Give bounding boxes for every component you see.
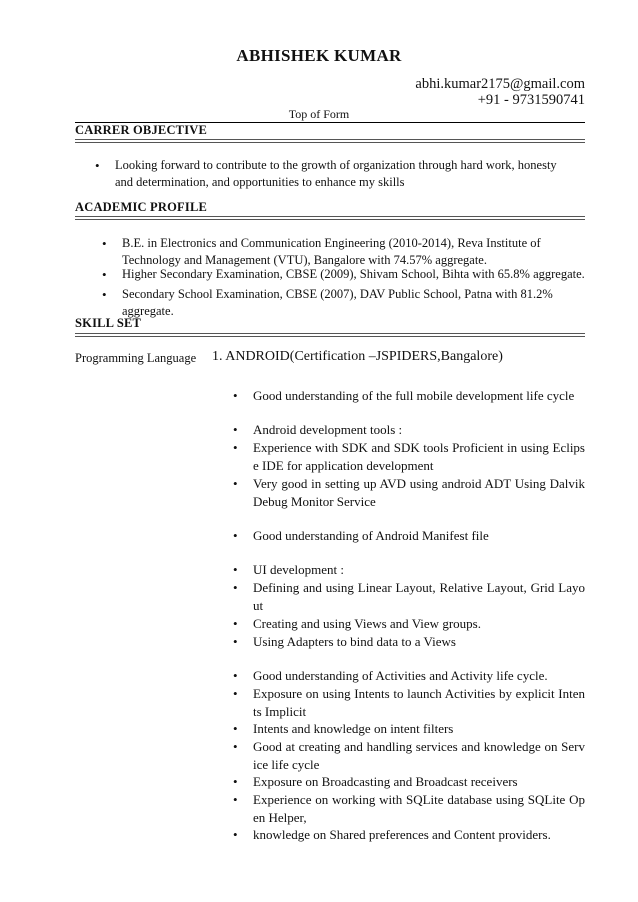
skill-item: • Good understanding of Android Manifest file [253, 527, 585, 545]
academic-item: • Higher Secondary Examination, CBSE (2009), Shivam School, Bihta with 65.8% aggregate. [122, 266, 585, 283]
candidate-name: ABHISHEK KUMAR [236, 46, 402, 65]
skill-item: • Exposure on Broadcasting and Broadcast receivers [253, 773, 585, 791]
divider [75, 333, 585, 337]
divider [75, 216, 585, 220]
skill-item: • Intents and knowledge on intent filters [253, 720, 585, 738]
academic-profile-heading: ACADEMIC PROFILE [75, 200, 208, 214]
skill-item: • Exposure on using Intents to launch Activities by explicit Inten ts Implicit [253, 685, 585, 720]
skill-item: • Experience on working with SQLite database using SQLite Op en Helper, [253, 791, 585, 826]
skill-item: • Using Adapters to bind data to a Views [253, 633, 585, 651]
career-objective-heading: CARRER OBJECTIVE [75, 123, 208, 137]
skill-item: • Very good in setting up AVD using android ADT Using Dalvik Debug Monitor Service [253, 475, 585, 510]
programming-language-label: Programming Language [75, 351, 197, 365]
phone-number: +91 - 9731590741 [477, 92, 585, 108]
skill-item: • knowledge on Shared preferences and Content providers. [253, 826, 585, 844]
email-address: abhi.kumar2175@gmail.com [415, 76, 585, 92]
skill-item: • Creating and using Views and View groups. [253, 615, 585, 633]
skill-item: • Experience with SDK and SDK tools Proficient in using Eclips e IDE for application development [253, 439, 585, 474]
academic-item: • Secondary School Examination, CBSE (2007), DAV Public School, Patna with 81.2% aggregate. [122, 286, 585, 320]
objective-item: • Looking forward to contribute to the growth of organization through hard work, honesty and determination, and opportunities to enhance my skills [115, 157, 575, 191]
divider [75, 139, 585, 143]
skill-item: • Good at creating and handling services and knowledge on Serv ice life cycle [253, 738, 585, 773]
skill-item: • Good understanding of the full mobile development life cycle [253, 387, 585, 405]
skill-item: • Android development tools : [253, 421, 585, 439]
skill-item: • Defining and using Linear Layout, Relative Layout, Grid Layo ut [253, 579, 585, 614]
android-certification-heading: 1. ANDROID(Certification –JSPIDERS,Bangalore) [212, 349, 503, 364]
skill-set-heading: SKILL SET [75, 316, 142, 330]
skill-item: • UI development : [253, 561, 585, 579]
academic-item: • B.E. in Electronics and Communication Engineering (2010-2014), Reva Institute of Technology and Management (VTU), Bangalore with 74.57% aggregate. [122, 235, 585, 269]
top-of-form-label: Top of Form [288, 107, 350, 121]
skill-item: • Good understanding of Activities and Activity life cycle. [253, 667, 585, 685]
